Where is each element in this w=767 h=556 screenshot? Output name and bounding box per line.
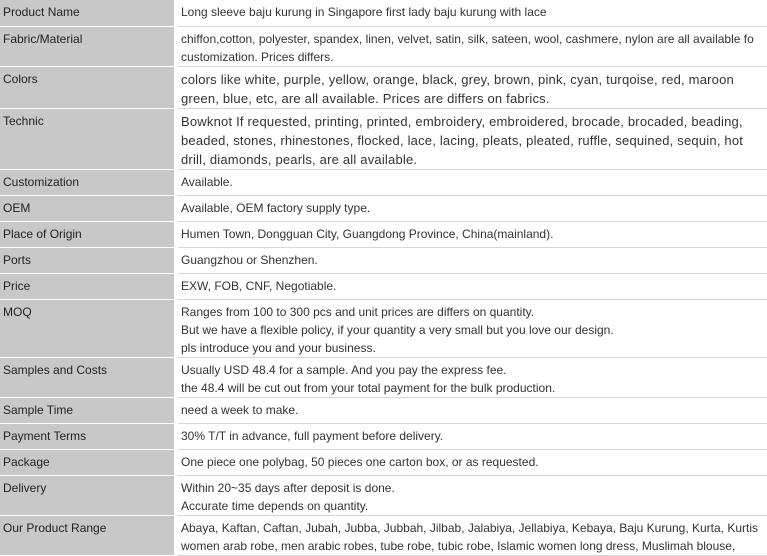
spec-value-line: green, blue, etc, are all available. Prices are differs on fabrics. [181,90,550,106]
spec-row [0,26,767,66]
spec-label: Sample Time [0,397,176,423]
spec-value-line: need a week to make. [181,402,299,417]
spec-row [0,169,767,195]
spec-value-line: the 48.4 will be cut out from your total payment for the bulk production. [181,380,556,395]
spec-value [176,247,767,273]
spec-row [0,0,767,26]
spec-value-line: customization. Prices differs. [181,49,334,64]
spec-value [176,357,767,397]
spec-value-line: Available. [181,174,233,189]
spec-value [176,169,767,195]
spec-value-line: drill, diamonds, pearls, are all available. [181,151,418,167]
spec-value-line: pls introduce you and your business. [181,340,376,355]
spec-value-line: Guangzhou or Shenzhen. [181,252,318,267]
spec-value-line: Ranges from 100 to 300 pcs and unit prices are differs on quantity. [181,304,535,319]
spec-value-line: Accurate time depends on quantity. [181,498,369,513]
spec-label: Colors [0,66,176,108]
spec-value-line: Humen Town, Dongguan City, Guangdong Province, China(mainland). [181,226,554,241]
spec-row [0,66,767,108]
spec-row [0,423,767,449]
spec-row [0,221,767,247]
spec-label: Ports [0,247,176,273]
spec-label: OEM [0,195,176,221]
spec-row [0,299,767,357]
spec-value-line: EXW, FOB, CNF, Negotiable. [181,278,337,293]
spec-value [176,273,767,299]
spec-label: Package [0,449,176,475]
spec-value-line: Available, OEM factory supply type. [181,200,371,215]
spec-row [0,195,767,221]
spec-value [176,108,767,169]
spec-value [176,195,767,221]
spec-label: Product Name [0,0,176,26]
spec-row [0,357,767,397]
spec-label: Payment Terms [0,423,176,449]
spec-label: Price [0,273,176,299]
spec-value [176,397,767,423]
spec-label: Technic [0,108,176,169]
spec-value [176,423,767,449]
spec-value-line: But we have a flexible policy, if your quantity a very small but you love our design. [181,322,614,337]
spec-value [176,221,767,247]
spec-label: Our Product Range [0,515,176,555]
spec-label: Customization [0,169,176,195]
spec-row [0,397,767,423]
spec-label: MOQ [0,299,176,357]
spec-value [176,66,767,108]
spec-label: Samples and Costs [0,357,176,397]
spec-value [176,299,767,357]
spec-value-line: chiffon,cotton, polyester, spandex, linen, velvet, satin, silk, sateen, wool, cashmere, nylon are all available fo [181,31,754,46]
spec-row [0,515,767,555]
spec-value-line: Usually USD 48.4 for a sample. And you pay the express fee. [181,362,507,377]
spec-value [176,515,767,555]
spec-value-line: 30% T/T in advance, full payment before delivery. [181,428,444,443]
spec-label: Place of Origin [0,221,176,247]
spec-label: Fabric/Material [0,26,176,66]
spec-value-line: Abaya, Kaftan, Caftan, Jubah, Jubba, Jubbah, Jilbab, Jalabiya, Jellabiya, Kebaya, Baju Kurung, Kurta, Kurtis [181,520,759,535]
spec-value [176,0,767,26]
spec-value-line: colors like white, purple, yellow, orange, black, grey, brown, pink, cyan, turqoise, red, maroon [181,71,734,87]
spec-label: Delivery [0,475,176,515]
spec-value-line: Long sleeve baju kurung in Singapore first lady baju kurung with lace [181,5,547,19]
spec-value-line: Bowknot If requested, printing, printed, embroidery, embroidered, brocade, brocaded, beading, [181,113,743,129]
spec-value [176,449,767,475]
spec-row [0,247,767,273]
spec-value-line: One piece one polybag, 50 pieces one carton box, or as requested. [181,454,539,469]
spec-value [176,26,767,66]
spec-row [0,449,767,475]
spec-value-line: Within 20~35 days after deposit is done. [181,480,395,495]
spec-value-line: women arab robe, men arabic robes, tube robe, tubic robe, Islamic women long dress, Muslimah blouse, [181,538,736,553]
spec-value [176,475,767,515]
spec-row [0,273,767,299]
spec-row [0,108,767,169]
spec-row [0,475,767,515]
spec-value-line: beaded, stones, rhinestones, flocked, lace, lacing, pleats, pleated, ruffle, sequined, sequin, hot [181,132,744,148]
